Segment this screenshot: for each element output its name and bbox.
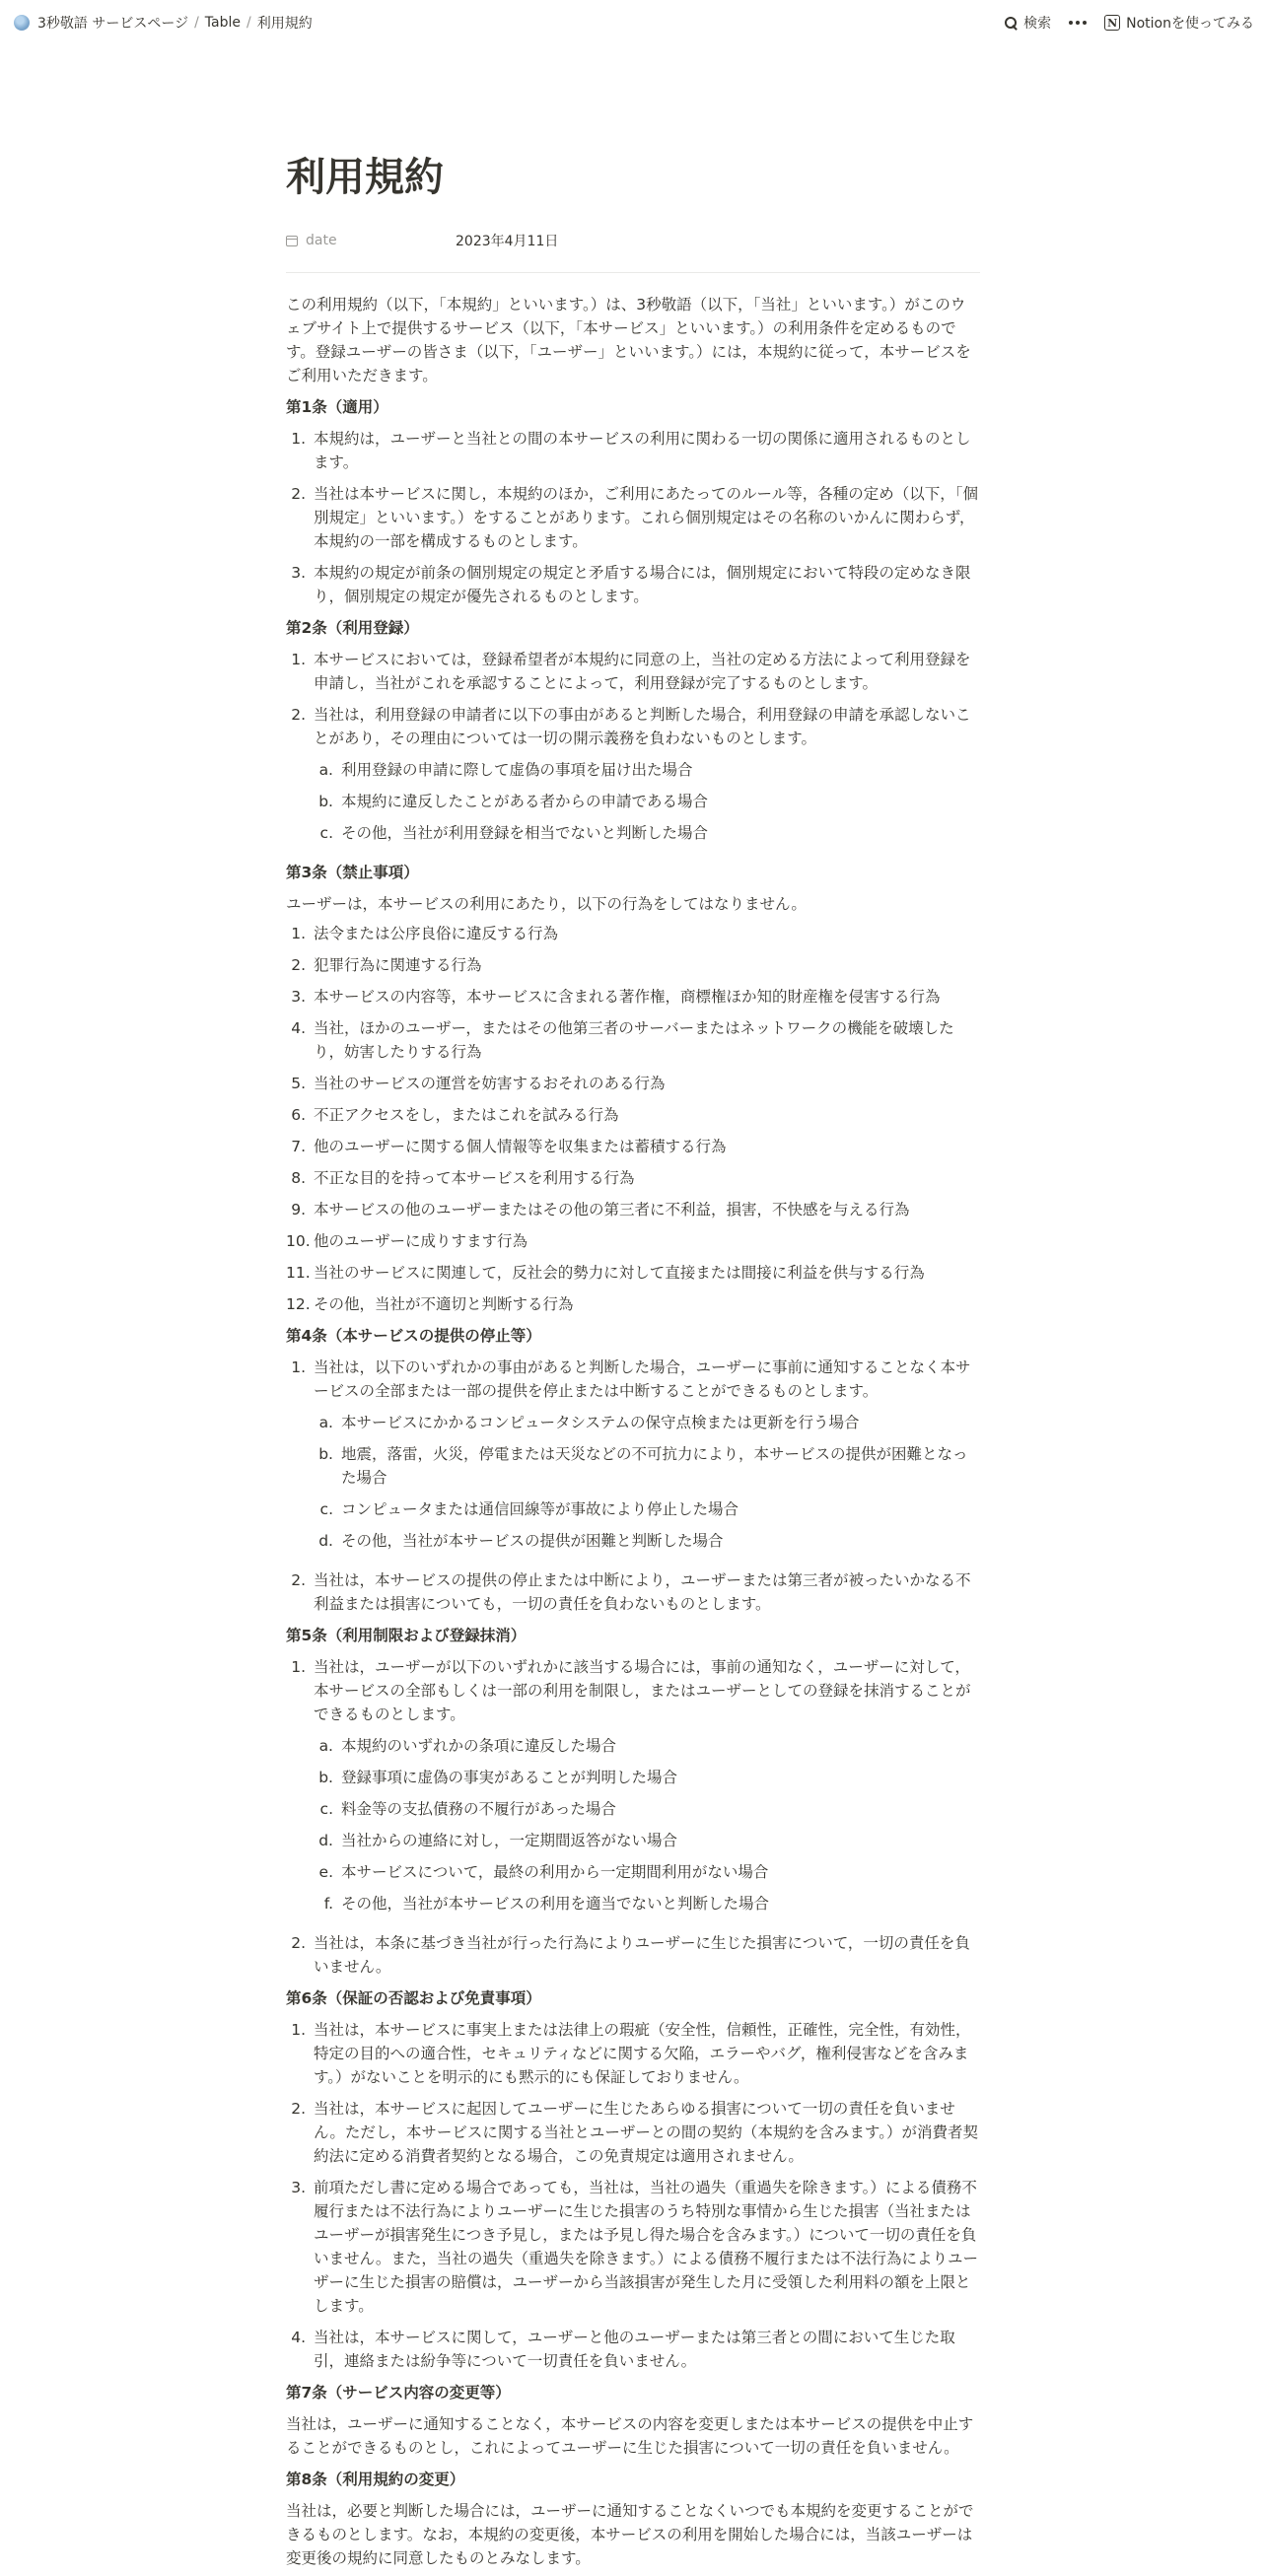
- list-item-text: 本サービスの内容等，本サービスに含まれる著作権，商標権ほか知的財産権を侵害する行為: [314, 988, 941, 1006]
- sub-list-text: 当社からの連絡に対し，一定期間返答がない場合: [341, 1832, 678, 1849]
- list-item: [286, 985, 980, 1009]
- section-heading: 第4条（本サービスの提供の停止等）: [286, 1327, 541, 1345]
- list-item-text: 本サービスの他のユーザーまたはその他の第三者に不利益，損害，不快感を与える行為: [314, 1201, 910, 1218]
- list-item: [286, 953, 980, 977]
- sub-list-item: [314, 1442, 980, 1490]
- sub-list-text: 本規約のいずれかの条項に違反した場合: [341, 1737, 617, 1755]
- breadcrumb-separator: /: [194, 15, 199, 31]
- sub-list-letter: b.: [318, 793, 333, 810]
- top-bar: [0, 0, 1266, 45]
- breadcrumb: [14, 13, 313, 33]
- list-item-body: [314, 1016, 980, 1064]
- list-item: [286, 703, 980, 853]
- sub-list-item: [314, 1797, 980, 1821]
- list-item-text: 本規約は，ユーザーと当社との間の本サービスの利用に関わる一切の関係に適用されるものとします。: [314, 430, 971, 471]
- sub-list-text: 本サービスについて，最終の利用から一定期間利用がない場合: [341, 1863, 769, 1881]
- sub-list-letter: c.: [319, 1500, 333, 1518]
- list-item-body: [314, 953, 980, 977]
- list-item: [286, 427, 980, 474]
- sub-list-letter: b.: [318, 1769, 333, 1786]
- list-item-body: [314, 2018, 980, 2089]
- breadcrumb-separator: /: [246, 15, 251, 31]
- list-item-body: [314, 1072, 980, 1095]
- list-number: 3.: [291, 2179, 306, 2196]
- list-item: [286, 1931, 980, 1979]
- list-item: [286, 922, 980, 945]
- list-item: [286, 1292, 980, 1316]
- list-item-body: [314, 2097, 980, 2168]
- list-item-body: [314, 922, 980, 945]
- sub-list-text: その他，当社が利用登録を相当でないと判断した場合: [341, 824, 709, 842]
- globe-icon: [14, 15, 30, 31]
- list-item-text: 本規約の規定が前条の個別規定の規定と矛盾する場合には，個別規定において特段の定めなき限り，個別規定の規定が優先されるものとします。: [314, 564, 971, 605]
- list-number: 2.: [291, 1934, 306, 1952]
- section-lead: 当社は，ユーザーに通知することなく，本サービスの内容を変更しまたは本サービスの提供を中止することができるものとし，これによってユーザーに生じた損害について一切の責任を負いません。: [286, 2415, 974, 2457]
- list-item-text: 他のユーザーに成りすます行為: [314, 1232, 528, 1250]
- list-number: 8.: [291, 1169, 306, 1187]
- list-item-text: 前項ただし書に定める場合であっても，当社は，当社の過失（重過失を除きます。）による債務不履行または不法行為によりユーザーに生じた損害のうち特別な事情から生じた損害（当社またはユーザーが損害発生につき予見し，または予見し得た場合を含みます。）について一切の責任を負いません。また，当社の過失（重過失を除きます。）による債務不履行または不法行為によりユーザーに生じた損害の賠償は，ユーザーから当該損害が発生した月に受領した利用料の額を上限とします。: [314, 2179, 978, 2315]
- list-number: 2.: [291, 485, 306, 503]
- list-item: [286, 2176, 980, 2318]
- list-item: [286, 1568, 980, 1616]
- more-horizontal-icon: [1069, 21, 1073, 25]
- breadcrumb-item-page[interactable]: 利用規約: [256, 16, 313, 32]
- list-item-text: 当社は，本サービスの提供の停止または中断により，ユーザーまたは第三者が被ったいかなる不利益または損害についても，一切の責任を負わないものとします。: [314, 1571, 971, 1613]
- list-item: [286, 561, 980, 608]
- more-dot: [1083, 21, 1087, 25]
- page-title: 利用規約: [286, 155, 444, 200]
- sub-list-letter: d.: [318, 1832, 333, 1849]
- list-item-body: [314, 1166, 980, 1190]
- list-number: 1.: [291, 651, 306, 668]
- list-item: [286, 1229, 980, 1253]
- page-content: [286, 146, 980, 2576]
- list-item-body: [314, 482, 980, 553]
- more-options-button[interactable]: [1069, 21, 1087, 25]
- list-item-body: [314, 1261, 980, 1285]
- search-label: 検索: [1023, 16, 1052, 32]
- section-heading: 第2条（利用登録）: [286, 619, 419, 637]
- list-item-body: [314, 1356, 980, 1561]
- list-item-text: 不正な目的を持って本サービスを利用する行為: [314, 1169, 635, 1187]
- calendar-icon: [286, 236, 298, 246]
- sub-list-letter: f.: [323, 1895, 333, 1913]
- terms-sections: [286, 395, 980, 2570]
- search-button[interactable]: [1005, 13, 1051, 33]
- sub-list-item: [314, 1860, 980, 1884]
- list-item: [286, 1261, 980, 1285]
- list-number: 1.: [291, 1658, 306, 1676]
- list-number: 4.: [291, 2329, 306, 2346]
- list-item-text: 不正アクセスをし，またはこれを試みる行為: [314, 1106, 619, 1124]
- section-heading: 第7条（サービス内容の変更等）: [286, 2384, 511, 2402]
- list-number: 1.: [291, 430, 306, 448]
- sub-list-letter: b.: [318, 1445, 333, 1463]
- list-item: [286, 2326, 980, 2373]
- sub-list-text: 料金等の支払債務の不履行があった場合: [341, 1800, 616, 1818]
- property-row-date: [286, 227, 980, 254]
- list-item-body: [314, 561, 980, 608]
- list-item-body: [314, 1655, 980, 1923]
- sub-list-item: [314, 1734, 980, 1758]
- list-item-body: [314, 2176, 980, 2318]
- sub-list-item: [314, 821, 980, 845]
- list-number: 1.: [291, 1358, 306, 1376]
- list-number: 10.: [286, 1232, 311, 1250]
- list-number: 3.: [291, 988, 306, 1006]
- list-item: [286, 1016, 980, 1064]
- sub-list-text: 本サービスにかかるコンピュータシステムの保守点検または更新を行う場合: [341, 1414, 860, 1431]
- sub-list-item: [314, 1497, 980, 1521]
- list-item: [286, 1655, 980, 1923]
- divider: [286, 272, 980, 273]
- list-item-text: 当社は，ユーザーが以下のいずれかに該当する場合には，事前の通知なく，ユーザーに対して，本サービスの全部もしくは一部の利用を制限し，またはユーザーとしての登録を抹消することができるものとします。: [314, 1658, 971, 1723]
- try-notion-label: Notionを使ってみる: [1126, 16, 1254, 32]
- list-item-text: 当社のサービスの運営を妨害するおそれのある行為: [314, 1075, 666, 1092]
- section-lead: ユーザーは，本サービスの利用にあたり，以下の行為をしてはなりません。: [286, 895, 807, 913]
- property-label: date: [306, 233, 337, 248]
- sub-list-item: [314, 758, 980, 782]
- list-number: 1.: [291, 925, 306, 942]
- sub-list-letter: d.: [318, 1532, 333, 1550]
- list-item-body: [314, 1931, 980, 1979]
- list-item-body: [314, 1292, 980, 1316]
- breadcrumb-item-table[interactable]: Table: [204, 15, 241, 31]
- list-number: 5.: [291, 1075, 306, 1092]
- list-item: [286, 1135, 980, 1158]
- section-heading: 第3条（禁止事項）: [286, 864, 419, 881]
- list-number: 9.: [291, 1201, 306, 1218]
- list-number: 12.: [286, 1295, 311, 1313]
- section-heading: 第5条（利用制限および登録抹消）: [286, 1627, 527, 1644]
- sub-list-item: [314, 1766, 980, 1789]
- sub-list-text: 地震，落雷，火災，停電または天災などの不可抗力により，本サービスの提供が困難となった場合: [341, 1445, 968, 1487]
- list-item-body: [314, 703, 980, 853]
- list-item-text: 本サービスにおいては，登録希望者が本規約に同意の上，当社の定める方法によって利用登録を申請し，当社がこれを承認することによって，利用登録が完了するものとします。: [314, 651, 971, 692]
- sub-list-text: 本規約に違反したことがある者からの申請である場合: [341, 793, 709, 810]
- list-item-text: 法令または公序良俗に違反する行為: [314, 925, 559, 942]
- sub-list-item: [314, 1411, 980, 1434]
- sub-list-letter: a.: [318, 1737, 333, 1755]
- more-dot: [1076, 21, 1080, 25]
- search-icon: [1005, 17, 1018, 30]
- sub-list-item: [314, 1829, 980, 1852]
- list-item-text: 当社は，本条に基づき当社が行った行為によりユーザーに生じた損害について，一切の責任を負いません。: [314, 1934, 970, 1976]
- list-item: [286, 1356, 980, 1561]
- sub-list-text: その他，当社が本サービスの提供が困難と判断した場合: [341, 1532, 724, 1550]
- sub-list-letter: a.: [318, 1414, 333, 1431]
- sub-list-letter: c.: [319, 824, 333, 842]
- section-lead: 当社は，必要と判断した場合には，ユーザーに通知することなくいつでも本規約を変更することができるものとします。なお，本規約の変更後，本サービスの利用を開始した場合には，当該ユーザーは変更後の規約に同意したものとみなします。: [286, 2502, 974, 2567]
- list-item-text: 当社のサービスに関連して，反社会的勢力に対して直接または間接に利益を供与する行為: [314, 1264, 925, 1282]
- list-item-text: 当社は，利用登録の申請者に以下の事由があると判断した場合，利用登録の申請を承認しないことがあり，その理由については一切の開示義務を負わないものとします。: [314, 706, 971, 747]
- list-number: 6.: [291, 1106, 306, 1124]
- intro-paragraph: この利用規約（以下，「本規約」といいます。）は、3秒敬語（以下，「当社」といいます。）がこのウェブサイト上で提供するサービス（以下，「本サービス」といいます。）の利用条件を定めるものです。登録ユーザーの皆さま（以下，「ユーザー」といいます。）には，本規約に従って，本サービスをご利用いただきます。: [286, 296, 971, 384]
- list-item-text: 当社は，以下のいずれかの事由があると判断した場合，ユーザーに事前に通知することなく本サービスの全部または一部の提供を停止または中断することができるものとします。: [314, 1358, 971, 1400]
- notion-logo-icon: N: [1104, 15, 1120, 31]
- list-item-body: [314, 2326, 980, 2373]
- list-number: 2.: [291, 956, 306, 974]
- list-item-body: [314, 1229, 980, 1253]
- topbar-actions: [1005, 13, 1254, 33]
- sub-list-text: その他，当社が本サービスの利用を適当でないと判断した場合: [341, 1895, 770, 1913]
- list-item: [286, 482, 980, 553]
- sub-list-letter: e.: [318, 1863, 333, 1881]
- list-number: 2.: [291, 1571, 306, 1589]
- sub-list-item: [314, 790, 980, 813]
- list-number: 4.: [291, 1019, 306, 1037]
- list-number: 1.: [291, 2021, 306, 2039]
- list-item: [286, 1103, 980, 1127]
- try-notion-button[interactable]: [1104, 13, 1254, 33]
- list-number: 2.: [291, 2100, 306, 2118]
- sub-list-item: [314, 1892, 980, 1915]
- list-item: [286, 1166, 980, 1190]
- list-item: [286, 648, 980, 695]
- list-number: 3.: [291, 564, 306, 582]
- list-item-text: 当社は，本サービスに関して，ユーザーと他のユーザーまたは第三者との間において生じた取引，連絡または紛争等について一切責任を負いません。: [314, 2329, 955, 2370]
- list-item: [286, 1072, 980, 1095]
- property-value[interactable]: 2023年4月11日: [456, 234, 559, 249]
- list-item-body: [314, 648, 980, 695]
- list-item-body: [314, 1568, 980, 1616]
- list-item-body: [314, 985, 980, 1009]
- section-heading: 第6条（保証の否認および免責事項）: [286, 1989, 541, 2007]
- list-item-body: [314, 427, 980, 474]
- list-item: [286, 2018, 980, 2089]
- sub-list-text: 登録事項に虚偽の事実があることが判明した場合: [341, 1769, 678, 1786]
- list-item-text: その他，当社が不適切と判断する行為: [314, 1295, 574, 1313]
- list-item: [286, 2097, 980, 2168]
- list-item-body: [314, 1103, 980, 1127]
- list-item-text: 当社は本サービスに関し，本規約のほか，ご利用にあたってのルール等，各種の定め（以下，「個別規定」といいます。）をすることがあります。これら個別規定はその名称のいかんに関わらず，本規約の一部を構成するものとします。: [314, 485, 978, 550]
- sub-list-text: コンピュータまたは通信回線等が事故により停止した場合: [341, 1500, 739, 1518]
- list-item-text: 当社は，本サービスに事実上または法律上の瑕疵（安全性，信頼性，正確性，完全性，有効性，特定の目的への適合性，セキュリティなどに関する欠陥，エラーやバグ，権利侵害などを含みます。）がないことを明示的にも黙示的にも保証しておりません。: [314, 2021, 971, 2086]
- breadcrumb-item-site[interactable]: 3秒敬語 サービスページ: [37, 16, 189, 32]
- list-item-text: 犯罪行為に関連する行為: [314, 956, 482, 974]
- list-item-body: [314, 1135, 980, 1158]
- list-item-body: [314, 1198, 980, 1221]
- property-name: [286, 233, 456, 248]
- list-item-text: 当社は，本サービスに起因してユーザーに生じたあらゆる損害について一切の責任を負いません。ただし，本サービスに関する当社とユーザーとの間の契約（本規約を含みます。）が消費者契約法に定める消費者契約となる場合，この免責規定は適用されません。: [314, 2100, 978, 2165]
- section-heading: 第8条（利用規約の変更）: [286, 2471, 465, 2488]
- sub-list-letter: c.: [319, 1800, 333, 1818]
- sub-list-text: 利用登録の申請に際して虚偽の事項を届け出た場合: [341, 761, 693, 779]
- list-number: 2.: [291, 706, 306, 724]
- sub-list-item: [314, 1529, 980, 1553]
- list-item-text: 他のユーザーに関する個人情報等を収集または蓄積する行為: [314, 1138, 727, 1155]
- list-number: 11.: [286, 1264, 311, 1282]
- list-item: [286, 1198, 980, 1221]
- sub-list-letter: a.: [318, 761, 333, 779]
- section-heading: 第1条（適用）: [286, 398, 388, 416]
- list-item-text: 当社，ほかのユーザー，またはその他第三者のサーバーまたはネットワークの機能を破壊したり，妨害したりする行為: [314, 1019, 954, 1061]
- list-number: 7.: [291, 1138, 306, 1155]
